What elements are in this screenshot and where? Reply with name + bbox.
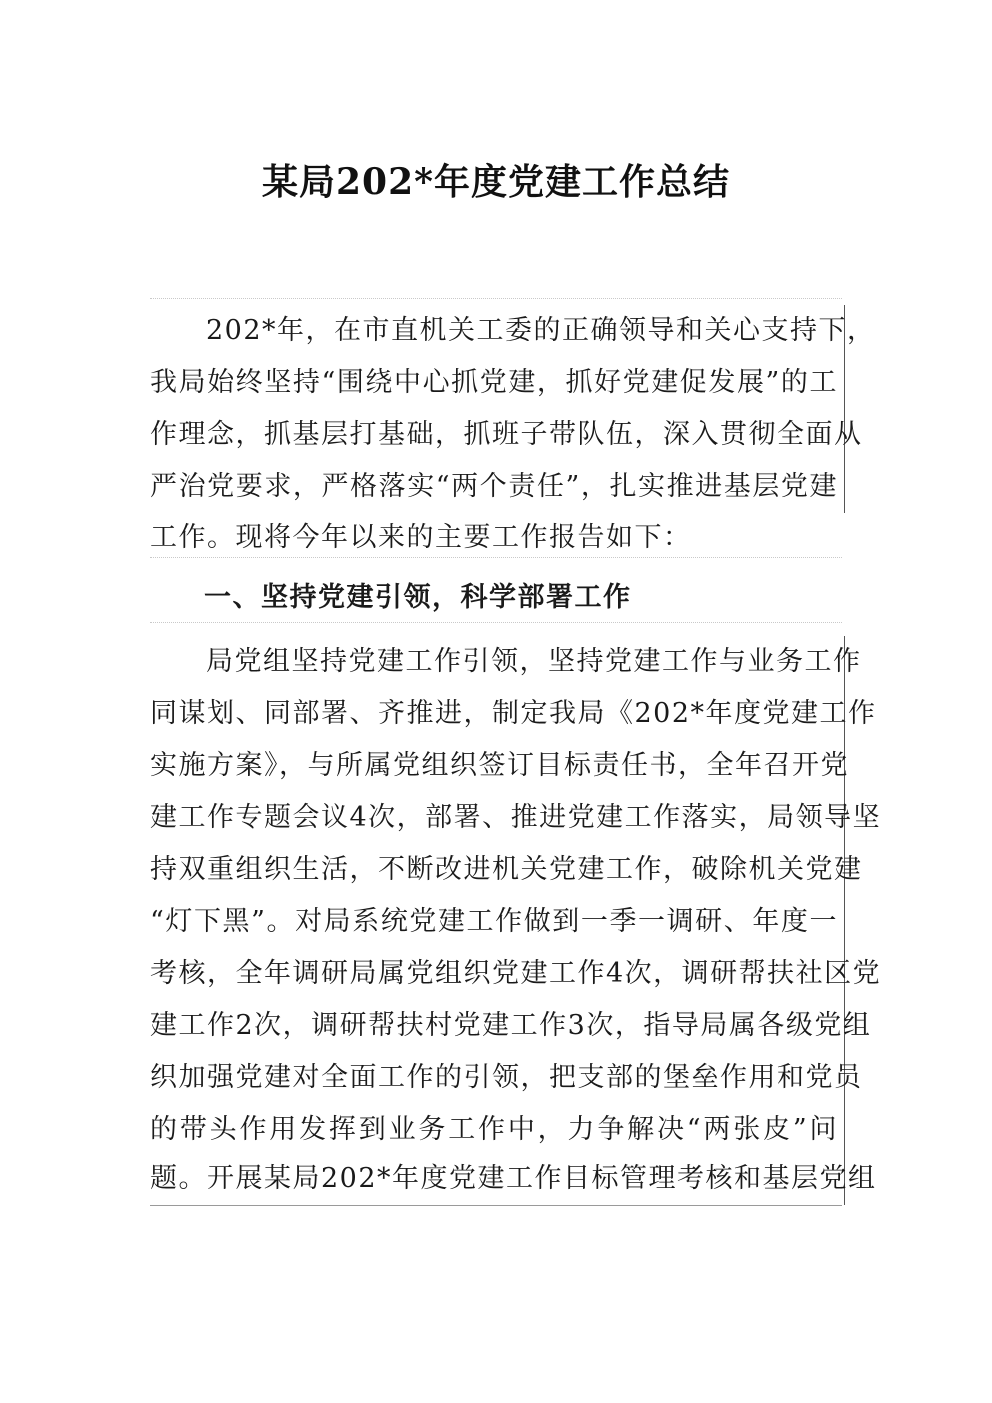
- text-frame-bottom-rule: [150, 1205, 842, 1206]
- text-frame-rule: [150, 557, 842, 558]
- section-1-line-9: 织加强党建对全面工作的引领，把支部的堡垒作用和党员: [150, 1052, 845, 1104]
- section-1-line-7: 考核，全年调研局属党组织党建工作4次，调研帮扶社区党: [150, 948, 845, 1000]
- section-1-line-6: “灯下黑”。对局系统党建工作做到一季一调研、年度一: [150, 896, 845, 948]
- section-1-line-11: 题。开展某局202*年度党建工作目标管理考核和基层党组: [150, 1153, 845, 1205]
- text-frame-rule: [150, 622, 842, 623]
- section-1-line-5: 持双重组织生活，不断改进机关党建工作，破除机关党建: [150, 844, 845, 896]
- section-1-line-8: 建工作2次，调研帮扶村党建工作3次，指导局属各级党组: [150, 1000, 845, 1052]
- intro-line-1: 202*年，在市直机关工委的正确领导和关心支持下，: [150, 305, 845, 357]
- text-frame-top-rule: [150, 298, 842, 299]
- section-1-line-1: 局党组坚持党建工作引领，坚持党建工作与业务工作: [150, 636, 845, 688]
- section-1-line-2: 同谋划、同部署、齐推进，制定我局《202*年度党建工作: [150, 688, 845, 740]
- intro-line-2: 我局始终坚持“围绕中心抓党建，抓好党建促发展”的工: [150, 357, 845, 409]
- section-1-line-10: 的带头作用发挥到业务工作中，力争解决“两张皮”问: [150, 1104, 845, 1156]
- section-1-line-4: 建工作专题会议4次，部署、推进党建工作落实，局领导坚: [150, 792, 845, 844]
- intro-line-4: 严治党要求，严格落实“两个责任”，扎实推进基层党建: [150, 461, 845, 513]
- section-1-line-3: 实施方案》，与所属党组织签订目标责任书，全年召开党: [150, 740, 845, 792]
- intro-line-5: 工作。现将今年以来的主要工作报告如下：: [150, 522, 692, 553]
- intro-line-3: 作理念，抓基层打基础，抓班子带队伍，深入贯彻全面从: [150, 409, 845, 461]
- document-title: 某局202*年度党建工作总结: [262, 161, 730, 203]
- section-1-heading: 一、坚持党建引领，科学部署工作: [204, 582, 632, 613]
